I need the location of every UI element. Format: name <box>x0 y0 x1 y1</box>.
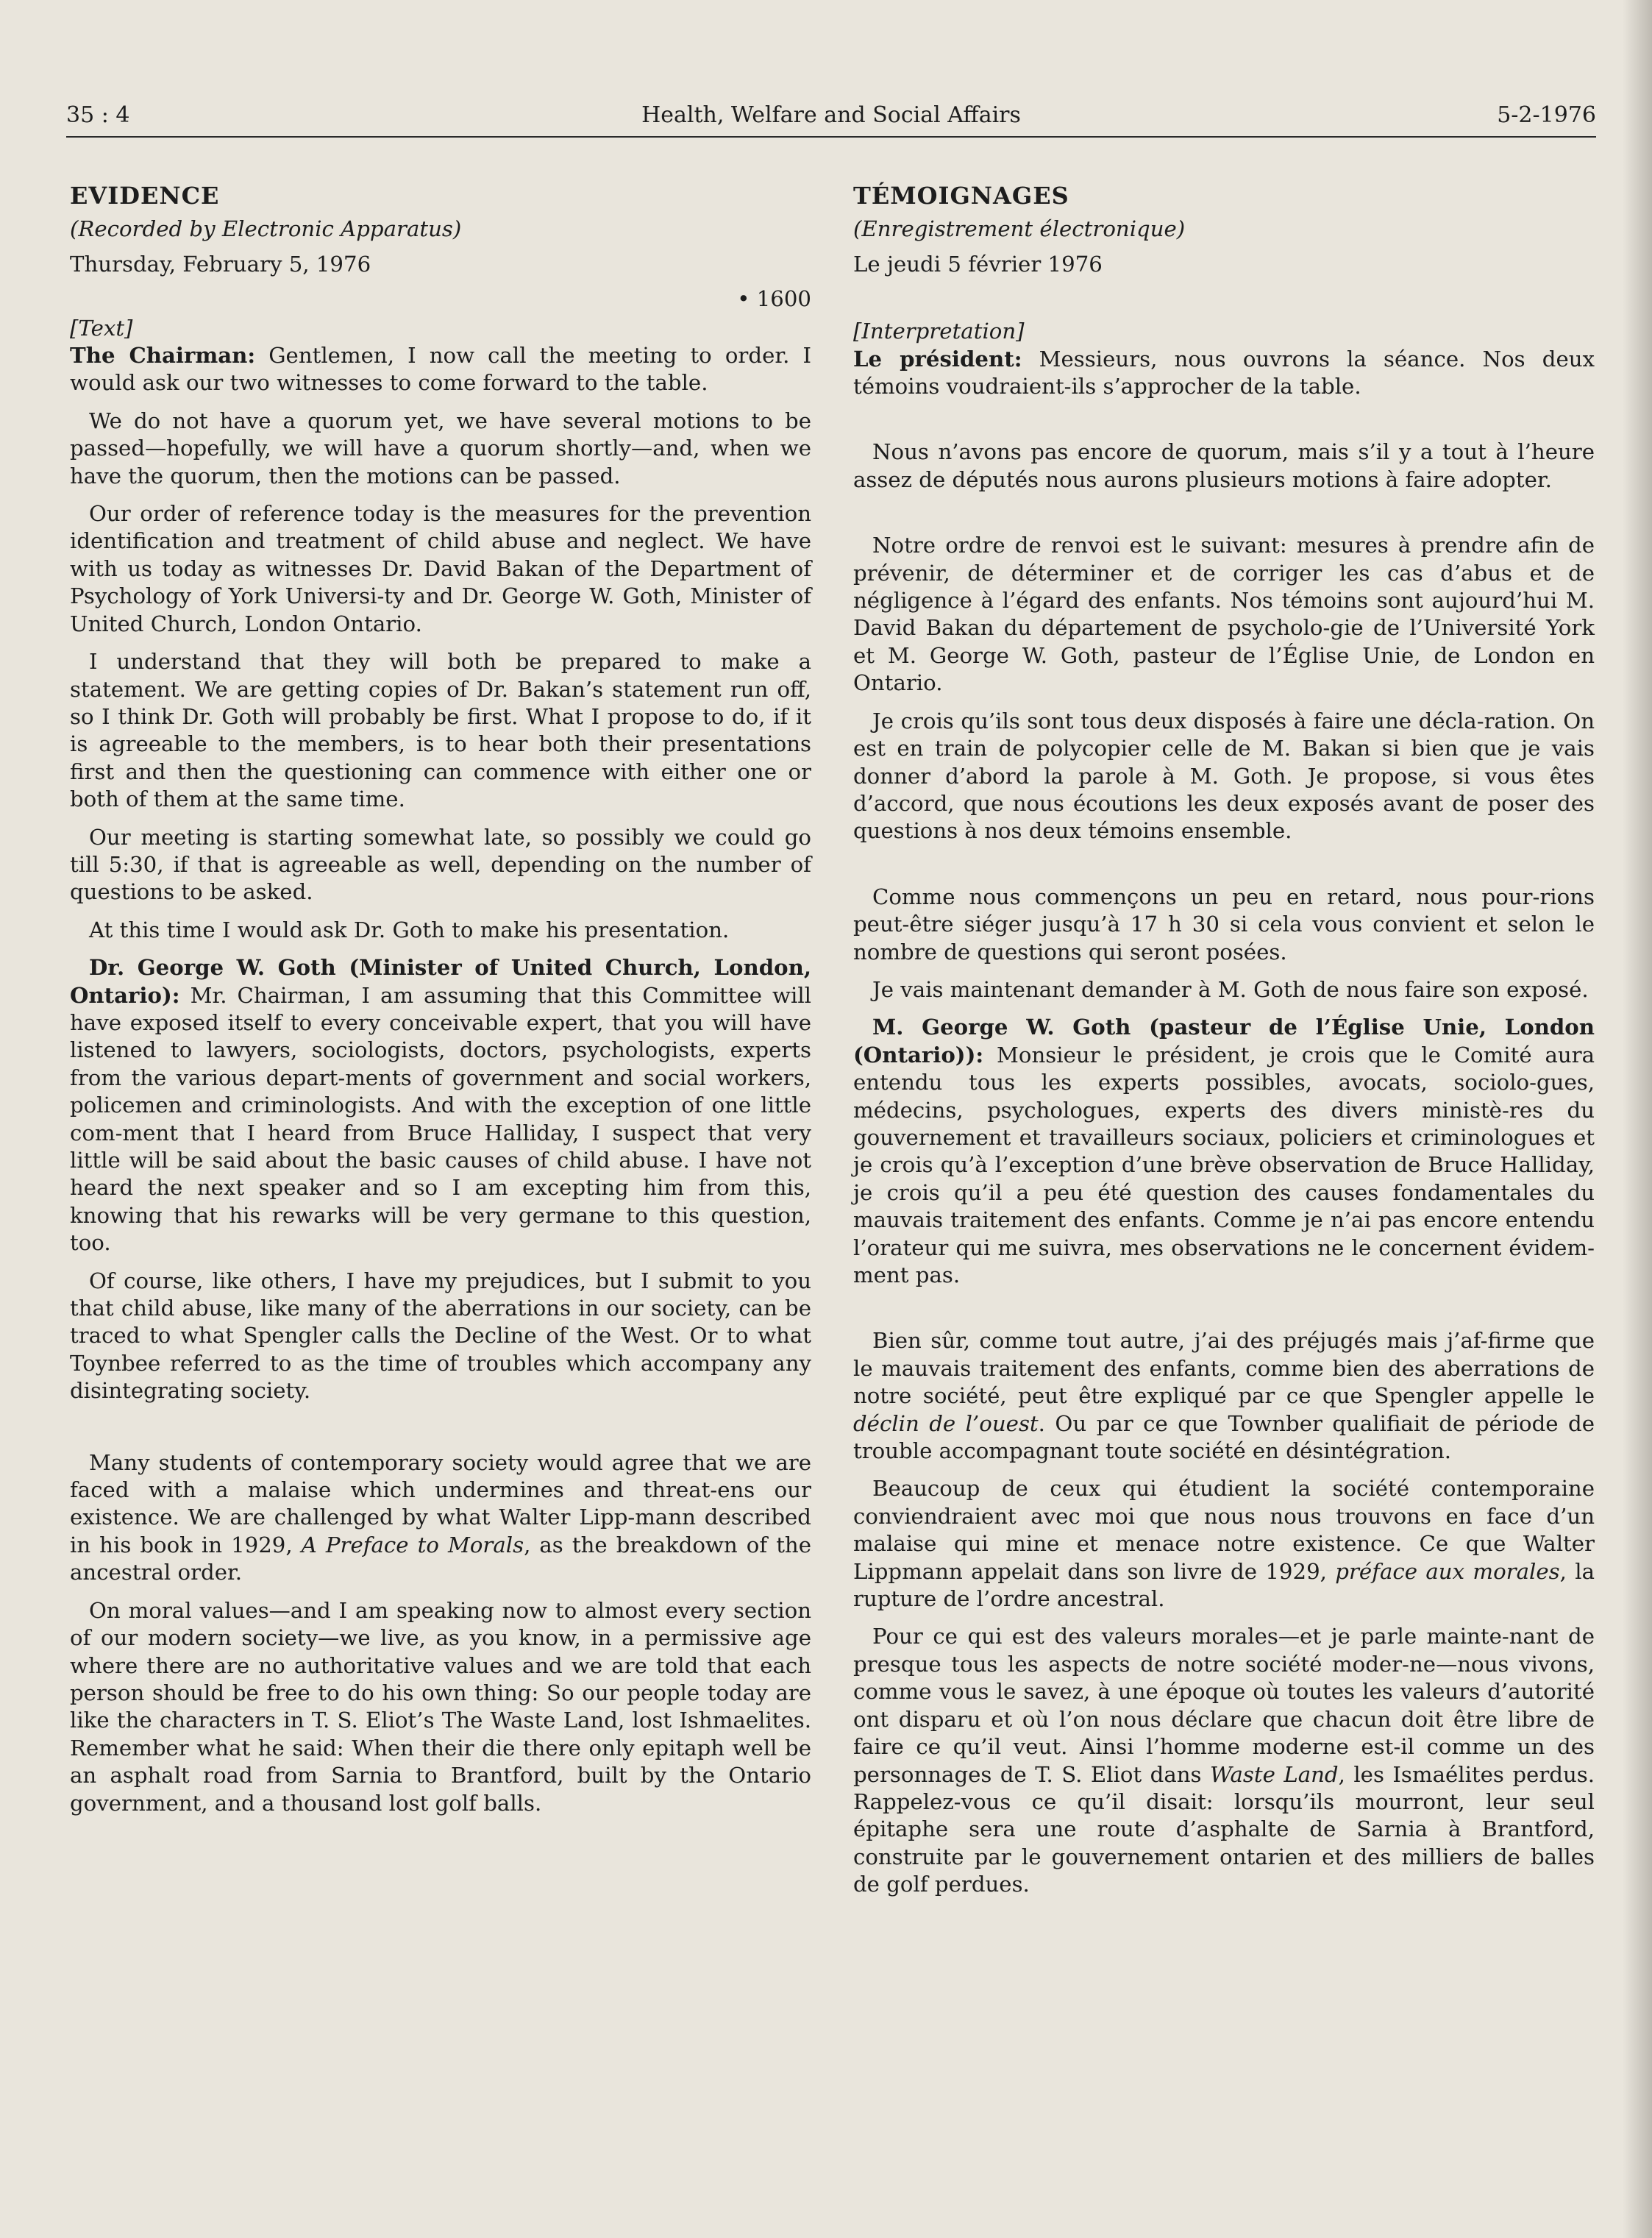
running-title: Health, Welfare and Social Affairs <box>641 102 1021 128</box>
paragraph: On moral values—and I am speaking now to almost every section of our modern society—we live, as you know, in a permissive age where there are no authoritative values and we are told that each person should be free to do his own thing: So our people today are like the characters in T. S. Eliot’s The Waste Land, lost Ishmaelites. Remember what he said: When their die there only epitaph well be an asphalt road from Sarnia to Brantford, built by the Ontario government, and a thousand lost golf balls. <box>70 1597 811 1816</box>
speaker-name: The Chairman: <box>70 343 256 369</box>
paragraph <box>853 1014 1595 1289</box>
paragraph <box>70 954 811 1257</box>
paragraph <box>70 342 811 397</box>
speaker-name: Le président: <box>853 346 1022 372</box>
book-title: préface aux morales <box>1335 1558 1560 1584</box>
paragraph: Je vais maintenant demander à M. Goth de nous faire son exposé. <box>872 976 1589 1002</box>
paragraph-text: Messieurs, nous ouvrons la séance. Nos deux témoins voudraient-ils s’approcher de la table. <box>853 346 1595 399</box>
paragraph-text: Bien sûr, comme tout autre, j’ai des préjugés mais j’af-firme que le mauvais traitement des enfants, comme bien des aberrations de notre société, peut être expliqué par ce que Spengler appelle le <box>853 1328 1595 1409</box>
paragraph: I understand that they will both be prepared to make a statement. We are getting copies of Dr. Bakan’s statement run off, so I think Dr. Goth will probably be first. What I propose to do, if it is agreeable to the members, is to hear both their presentations first and then the questioning can commence with either one or both of them at the same time. <box>70 649 811 812</box>
paragraph <box>853 1327 1595 1465</box>
french-column <box>853 182 1595 1909</box>
paragraph: Je crois qu’ils sont tous deux disposés à faire une décla-ration. On est en train de polycopier celle de M. Bakan si bien que je vais donner d’abord la parole à M. Goth. Je propose, si vous êtes d’accord, que nous écoutions les deux exposés avant de poser des questions à nos deux témoins ensemble. <box>853 708 1595 844</box>
paragraph <box>853 1475 1595 1613</box>
italic-phrase: déclin de l’ouest <box>853 1410 1039 1436</box>
recording-note: (Enregistrement électronique) <box>853 216 1186 242</box>
paragraph: Nous n’avons pas encore de quorum, mais s’il y a tout à l’heure assez de députés nous aurons plusieurs motions à faire adopter. <box>853 439 1595 492</box>
section-heading: TÉMOIGNAGES <box>853 182 1069 210</box>
recording-note: (Recorded by Electronic Apparatus) <box>70 216 462 242</box>
language-tag: [Text] <box>70 315 133 341</box>
page-header <box>66 101 1596 138</box>
paragraph-text: , les Ismaélites perdus. Rappelez-vous ce qu’il disait: lorsqu’ils mourront, leur seul épitaphe sera une route d’asphalte de Sarnia à Brantford, construite par le gouvernement ontarien et des milliers de balles de golf perdues. <box>853 1761 1595 1897</box>
paragraph: We do not have a quorum yet, we have several motions to be passed—hopefully, we will have a quorum shortly—and, when we have the quorum, then the motions can be passed. <box>70 408 811 489</box>
paragraph-text: , as the breakdown of the ancestral order. <box>70 1532 812 1585</box>
paragraph-text: , la rupture de l’ordre ancestral. <box>853 1558 1595 1612</box>
book-title: Waste Land <box>1210 1761 1339 1787</box>
paragraph <box>70 1449 811 1587</box>
page-number: 35 : 4 <box>66 102 130 128</box>
paragraph-text: Gentlemen, I now call the meeting to order. I would ask our two witnesses to come forward to the table. <box>70 343 811 396</box>
speaker-name: Dr. George W. Goth (Minister of United Church, London, Ontario): <box>70 955 811 1008</box>
paragraph-text: . Ou par ce que Townber qualifiait de période de trouble accompagnant toute société en désintégration. <box>853 1410 1595 1464</box>
english-column <box>70 182 811 1827</box>
date-line: Le jeudi 5 février 1976 <box>853 251 1103 277</box>
header-date: 5-2-1976 <box>1497 102 1596 128</box>
paragraph: At this time I would ask Dr. Goth to make his presentation. <box>89 917 730 942</box>
paragraph-text: Mr. Chairman, I am assuming that this Committee will have exposed itself to every conceivable expert, that you will have listened to lawyers, sociologists, doctors, psychologists, experts from the various depart-ments of government and social workers, policemen and criminologists. And with the exception of one little com-ment that I heard from Bruce Halliday, I suspect that very little will be said about the basic causes of child abuse. I have not heard the next speaker and so I am excepting him from this, knowing that his rewarks will be very germane to this question, too. <box>70 982 811 1256</box>
section-heading: EVIDENCE <box>70 182 220 210</box>
time-marker: • 1600 <box>737 286 811 312</box>
paragraph: Our meeting is starting somewhat late, so possibly we could go till 5:30, if that is agreeable as well, depending on the number of questions to be asked. <box>70 824 811 905</box>
paragraph <box>853 346 1595 401</box>
book-title: A Preface to Morals <box>301 1532 524 1557</box>
language-tag: [Interpretation] <box>853 319 1025 344</box>
page-edge-shadow <box>1623 0 1652 2238</box>
paragraph: Of course, like others, I have my prejudices, but I submit to you that child abuse, like many of the aberrations in our society, can be traced to what Spengler calls the Decline of the West. Or to what Toynbee referred to as the time of troubles which accompany any disintegrating society. <box>70 1268 811 1404</box>
date-line: Thursday, February 5, 1976 <box>70 251 371 277</box>
paragraph-text: Many students of contemporary society would agree that we are faced with a malaise which undermines and threat-ens our existence. We are challenged by what Walter Lipp-mann described in his book in 1929, <box>70 1449 811 1557</box>
paragraph-text: Monsieur le président, je crois que le Comité aura entendu tous les experts possibles, avocats, sociolo-gues, médecins, psychologues, experts des divers ministè-res du gouvernement et travailleurs sociaux, policiers et criminologues et je crois qu’à l’exception d’une brève observation de Bruce Halliday, je crois qu’il a peu été question des causes fondamentales du mauvais traitement des enfants. Comme je n’ai pas encore entendu l’orateur qui me suivra, mes observations ne le concernent évidem-ment pas. <box>853 1042 1595 1287</box>
paragraph: Comme nous commençons un peu en retard, nous pour-rions peut-être siéger jusqu’à 17 h 30 si cela vous convient et selon le nombre de questions qui seront posées. <box>853 884 1595 965</box>
paragraph: Our order of reference today is the measures for the prevention identification and treatment of child abuse and neglect. We have with us today as witnesses Dr. David Bakan of the Department of Psychology of York Universi-ty and Dr. George W. Goth, Minister of United Church, London Ontario. <box>70 501 811 636</box>
speaker-name: M. George W. Goth (pasteur de l’Église Unie, London (Ontario)): <box>853 1015 1595 1068</box>
paragraph <box>853 1623 1595 1898</box>
paragraph-text: Pour ce qui est des valeurs morales—et je parle mainte-nant de presque tous les aspects de notre société moder-ne—nous vivons, comme vous le savez, à une époque où toutes les valeurs d’autorité ont disparu et où l’on nous déclare que chacun doit être libre de faire ce qu’il veut. Ainsi l’homme moderne est-il comme un des personnages de T. S. Eliot dans <box>853 1624 1595 1787</box>
paragraph-text: Beaucoup de ceux qui étudient la société contemporaine conviendraient avec moi que nous nous trouvons en face d’un malaise qui mine et menace notre existence. Ce que Walter Lippmann appelait dans son livre de 1929, <box>853 1476 1595 1584</box>
paragraph: Notre ordre de renvoi est le suivant: mesures à prendre afin de prévenir, de déterminer et de corriger les cas d’abus et de négligence à l’égard des enfants. Nos témoins sont aujourd’hui M. David Bakan du département de psycholo-gie de l’Université York et M. George W. Goth, pasteur de l’Église Unie, de London en Ontario. <box>853 533 1595 696</box>
